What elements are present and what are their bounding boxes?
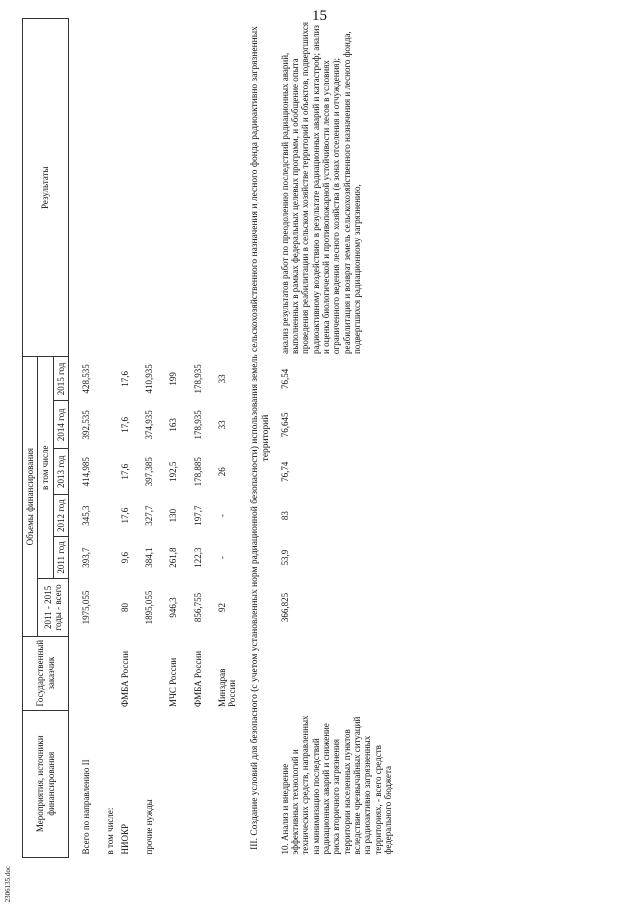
page-number: 15 (312, 8, 327, 24)
row-2014: 392,535 (81, 410, 92, 440)
row-2011: 122,3 (192, 547, 203, 568)
row-2012: 130 (168, 508, 179, 523)
row-customer: Минздрав России (217, 668, 238, 708)
header-measures: Мероприятия, источники финансирования (23, 710, 69, 857)
table-row (156, 19, 180, 858)
row-2013: 26 (217, 467, 228, 477)
item-number: 10. (279, 843, 290, 855)
row-customer (69, 636, 94, 710)
row-2013: 192,5 (168, 461, 179, 482)
row-customer (132, 636, 156, 710)
item-10-label (278, 710, 396, 857)
item-10-2011: 53,9 (279, 549, 290, 566)
row-2013: 414,985 (81, 457, 92, 487)
row-2015: 410,935 (144, 364, 155, 394)
row-label: НИОКР (119, 823, 130, 855)
row-2011: 9,6 (119, 551, 130, 564)
row-total: 856,755 (192, 592, 203, 623)
row-2014: 374,935 (144, 410, 155, 440)
table-row (69, 19, 94, 858)
item-10-result: анализ результатов работ по преодолению последствий радиационных аварий, выполненных в рамках федеральных целевых программ, и обобщение опыта проведения реабилитации в сельском хозяйстве территорий и объектов, подвергшихся радиоактивному воздействию в результате радиационных аварий и катастроф; анализ и оценка биологической и противопожарной устойчивости лесов в условиях ограниченного ведения лесного хозяйства (в зонах отселения и отчуждения); реабилитация и возврат земель сельскохозяйственного назначения и лесного фонда, подвергшихся радиационному загрязнению, (279, 22, 363, 354)
row-2013: 17,6 (119, 463, 130, 480)
row-total: 1975,055 (81, 590, 92, 625)
section-title: III. Создание условий для безопасного (с учетом установленных норм радиационной безопасности) использования земель сельскохозяйственного назначения и лесного фонда радиоактивно загрязненных территорий (249, 26, 271, 850)
table-row (93, 19, 117, 858)
row-customer: ФМБА России (119, 650, 130, 708)
row-2012: 17,6 (119, 507, 130, 524)
row-2014: 33 (217, 420, 228, 430)
row-2014: 163 (168, 418, 179, 432)
row-2011: 261,8 (168, 547, 179, 568)
row-2013: 397,385 (144, 457, 155, 487)
item-10-2012: 83 (279, 511, 290, 521)
row-label (181, 710, 205, 857)
row-2013: 178,885 (192, 457, 203, 487)
header-total: 2011 - 2015 годы - всего (38, 579, 69, 637)
financing-table (22, 18, 395, 858)
header-volumes: Объемы финансирования (23, 357, 38, 636)
row-2012: 197,7 (192, 505, 203, 526)
row-2015: 33 (217, 374, 228, 384)
row-2012: - (217, 514, 228, 518)
row-2015: 428,535 (81, 364, 92, 394)
row-2011: 393,7 (81, 547, 92, 568)
row-2015: 178,935 (192, 364, 203, 394)
row-customer: МЧС России (168, 657, 179, 708)
table-row (132, 19, 156, 858)
row-total: 80 (119, 602, 130, 612)
header-results: Результаты (23, 19, 69, 357)
row-label: в том числе: (105, 807, 116, 855)
header-year: 2013 год (53, 449, 68, 495)
row-total: 946,3 (168, 597, 179, 618)
row-2014: 17,6 (119, 416, 130, 433)
section-row (240, 19, 278, 858)
row-total: 1895,055 (144, 590, 155, 625)
footer-filename: 2306135.doc (4, 866, 12, 903)
header-year: 2012 год (53, 495, 68, 537)
row-2014: 178,935 (192, 410, 203, 440)
header-year: 2011 год (53, 537, 68, 579)
row-label (156, 710, 180, 857)
item-10-2014: 76,645 (279, 412, 290, 438)
row-label: прочие нужды (144, 799, 155, 855)
table-row (278, 19, 396, 858)
header-customer: Государственный заказчик (23, 636, 69, 710)
item-10-2015: 76,54 (279, 368, 290, 390)
row-2012: 327,7 (144, 505, 155, 526)
item-label: Анализ и внедрение эффективных технологий и технических средств, направленных на минимизацию последствий радиационных аварий и снижение риска вторичного загрязнения территории населенных пунктов вследствие чрезвычайных ситуаций на радиоактивно загрязненных территориях, - всего средств федерального бюджета (279, 715, 394, 855)
table-row (181, 19, 205, 858)
row-2011: 384,1 (144, 547, 155, 568)
row-2011: - (217, 556, 228, 560)
header-in-that: в том числе (38, 357, 53, 579)
row-total: 92 (217, 602, 228, 612)
row-2015: 17,6 (119, 371, 130, 387)
row-customer: ФМБА России (192, 650, 203, 708)
footer (4, 866, 34, 906)
header-year: 2014 год (53, 401, 68, 449)
item-10-2013: 76,74 (279, 461, 290, 482)
rotated-table-area (22, 18, 582, 858)
row-label: Всего по направлению II (81, 759, 92, 855)
table-row (118, 19, 132, 858)
row-2012: 345,3 (81, 505, 92, 526)
table-row (205, 19, 240, 858)
header-year: 2015 год (53, 357, 68, 401)
row-2015: 199 (168, 372, 179, 386)
item-10-total: 366,825 (279, 592, 290, 623)
row-label (205, 710, 240, 857)
